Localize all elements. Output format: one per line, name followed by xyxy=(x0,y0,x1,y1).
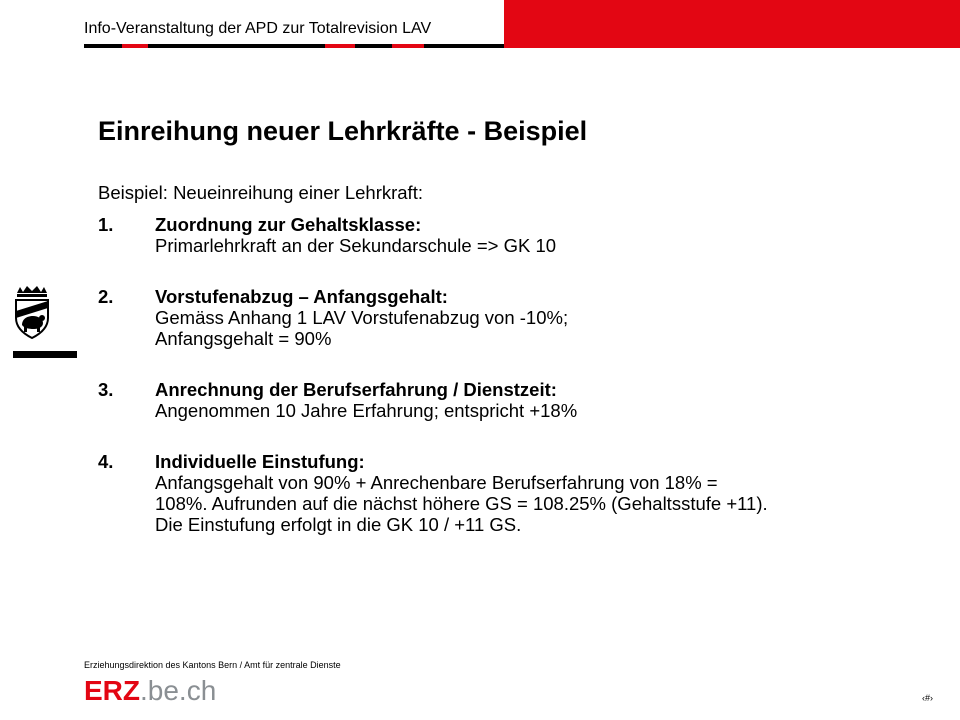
header-line-segment xyxy=(325,44,355,48)
header-line-segment xyxy=(122,44,148,48)
footer-organization: Erziehungsdirektion des Kantons Bern / Amt für zentrale Dienste xyxy=(84,660,341,670)
erz-logo xyxy=(84,676,216,706)
steps-list xyxy=(98,214,954,565)
step-heading: Anrechnung der Berufserfahrung / Dienstzeit: xyxy=(155,379,557,400)
logo-main-text: ERZ xyxy=(84,675,140,706)
step-line: Gemäss Anhang 1 LAV Vorstufenabzug von -10%; xyxy=(155,307,569,328)
step-number: 1. xyxy=(98,214,114,235)
logo-domain-text: .be.ch xyxy=(140,675,217,706)
crest-bar xyxy=(13,351,77,358)
header-red-bar xyxy=(504,0,960,48)
step-line: Die Einstufung erfolgt in die GK 10 / +11 GS. xyxy=(155,514,522,535)
step-line: Anfangsgehalt von 90% + Anrechenbare Berufserfahrung von 18% = xyxy=(155,472,718,493)
step-1 xyxy=(98,214,954,256)
step-line: 108%. Aufrunden auf die nächst höhere GS = 108.25% (Gehaltsstufe +11). xyxy=(155,493,768,514)
intro-text: Beispiel: Neueinreihung einer Lehrkraft: xyxy=(98,182,423,203)
step-line: Anfangsgehalt = 90% xyxy=(155,328,332,349)
step-line: Primarlehrkraft an der Sekundarschule => GK 10 xyxy=(155,235,557,256)
step-heading: Vorstufenabzug – Anfangsgehalt: xyxy=(155,286,448,307)
bern-coat-of-arms-icon xyxy=(13,285,51,339)
slide-title: Einreihung neuer Lehrkräfte - Beispiel xyxy=(98,116,588,146)
header-line-segment xyxy=(392,44,424,48)
step-number: 3. xyxy=(98,379,114,400)
header-title: Info-Veranstaltung der APD zur Totalrevision LAV xyxy=(84,20,432,37)
step-number: 2. xyxy=(98,286,114,307)
step-3 xyxy=(98,379,954,421)
header-line-segment xyxy=(355,44,392,48)
step-number: 4. xyxy=(98,451,114,472)
page-number: ‹#› xyxy=(922,693,933,703)
step-line: Angenommen 10 Jahre Erfahrung; entspricht +18% xyxy=(155,400,578,421)
header-line-segment xyxy=(148,44,325,48)
step-4 xyxy=(98,451,954,535)
header-line-segment xyxy=(424,44,504,48)
step-2 xyxy=(98,286,954,349)
step-heading: Zuordnung zur Gehaltsklasse: xyxy=(155,214,422,235)
step-heading: Individuelle Einstufung: xyxy=(155,451,365,472)
header-line-segment xyxy=(84,44,122,48)
